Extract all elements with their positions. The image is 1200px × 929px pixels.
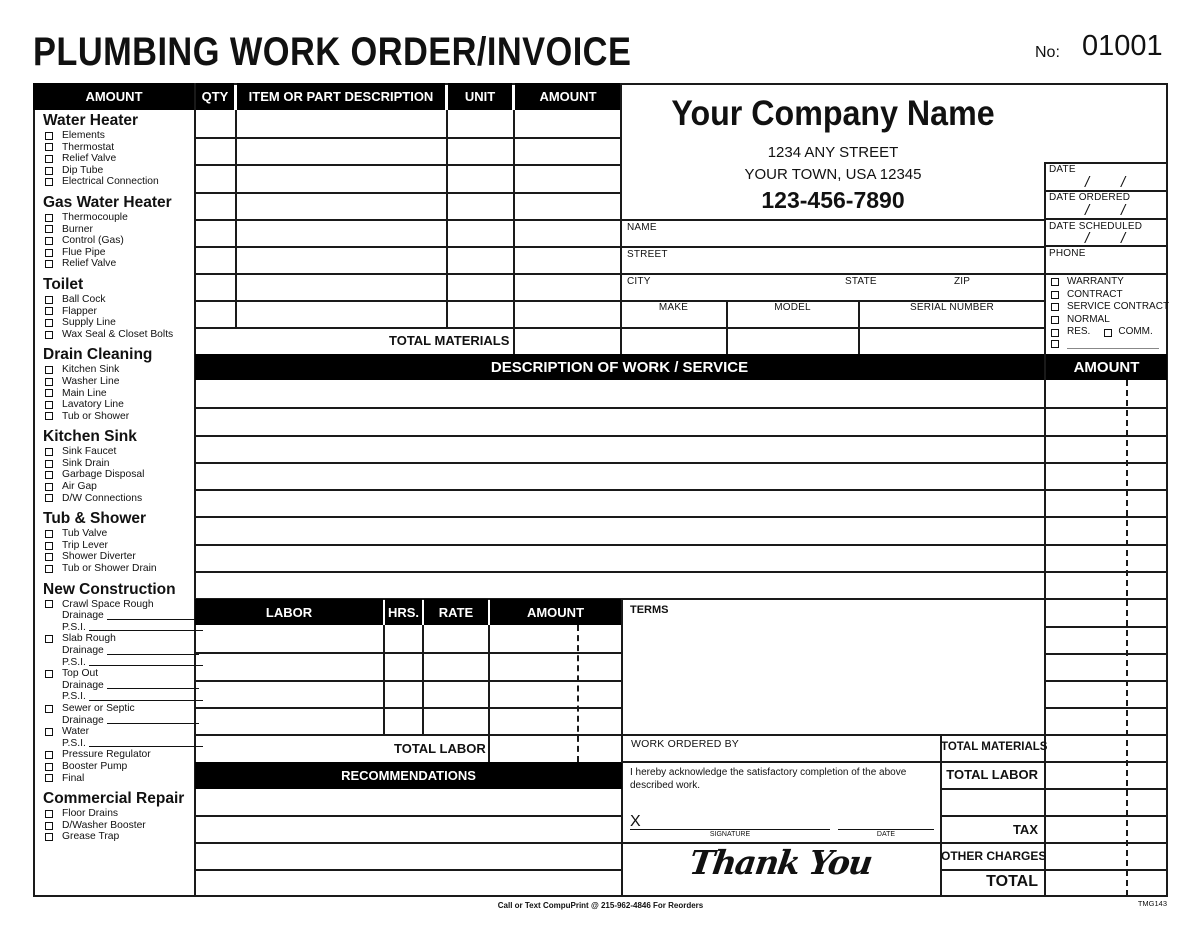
work-row-line [195, 516, 1167, 518]
company-phone: 123-456-7890 [761, 187, 905, 213]
customer-state-label: STATE [845, 276, 877, 287]
other-charges-input[interactable] [1047, 844, 1165, 868]
checkbox-icon[interactable] [45, 249, 53, 257]
labor-row-line [195, 652, 621, 654]
section-title: Drain Cleaning [43, 346, 153, 364]
checkbox-item[interactable] [43, 469, 193, 481]
recommendation-row-line [195, 815, 621, 817]
checkbox-icon[interactable] [45, 132, 53, 140]
option-normal[interactable]: NORMAL [1049, 314, 1169, 327]
checkbox-icon[interactable] [45, 260, 53, 268]
checkbox-icon[interactable] [1051, 316, 1059, 324]
checkbox-icon[interactable] [45, 412, 53, 420]
checkbox-icon[interactable] [45, 763, 53, 771]
parts-row-line [195, 327, 621, 329]
checkbox-item[interactable] [43, 458, 193, 470]
checkbox-label: Ball Cock [62, 293, 106, 305]
sign-date-label: DATE [876, 831, 896, 838]
checkbox-icon[interactable] [45, 728, 53, 736]
checkbox-icon[interactable] [45, 670, 53, 678]
checkbox-item[interactable] [43, 329, 193, 341]
checkbox-icon[interactable] [45, 331, 53, 339]
checkbox-label: Kitchen Sink [62, 364, 120, 376]
section-title: Toilet [43, 275, 84, 293]
section-new-construction [43, 581, 193, 785]
checkbox-label: Thermocouple [62, 211, 128, 223]
parts-row-line [195, 219, 621, 221]
psi-field[interactable]: P.S.I. [43, 691, 193, 703]
checkbox-item[interactable] [43, 820, 193, 832]
signature-label: SIGNATURE [709, 831, 751, 838]
checkbox-label: Top Out [62, 668, 99, 680]
labor-header-hours: HRS. [385, 599, 422, 625]
summary-total-labor-input[interactable] [1047, 763, 1165, 787]
date-separator: / [1085, 174, 1090, 191]
date-separator: / [1121, 174, 1126, 191]
serial-number-input[interactable] [861, 329, 1043, 353]
labor-row-line [195, 734, 621, 736]
checkbox-label: Water [62, 726, 90, 738]
checkbox-item[interactable] [43, 247, 193, 259]
invoice-number: 01001 [1082, 30, 1163, 62]
checkbox-label: Supply Line [62, 317, 116, 329]
amount-row-line [1045, 626, 1167, 628]
labor-description-input[interactable] [197, 627, 382, 651]
section-gas-water-heater [43, 194, 193, 270]
checkbox-icon[interactable] [45, 635, 53, 643]
form-title: PLUMBING WORK ORDER/INVOICE [33, 30, 632, 74]
phone-label: PHONE [1049, 248, 1086, 259]
checkbox-item[interactable] [43, 258, 193, 270]
grand-total-input[interactable] [1047, 871, 1165, 895]
checkbox-icon[interactable] [1051, 303, 1059, 311]
checkbox-icon[interactable] [45, 542, 53, 550]
checkbox-item[interactable] [43, 551, 193, 563]
company-city: YOUR TOWN, USA 12345 [744, 166, 922, 183]
checkbox-label: Thermostat [62, 141, 115, 153]
labor-header-rate: RATE [424, 599, 488, 625]
parts-description-input[interactable] [238, 111, 445, 136]
work-amount-input[interactable] [1047, 381, 1165, 406]
section-title: Commercial Repair [43, 790, 185, 808]
checkbox-item[interactable] [43, 376, 193, 388]
parts-header-qty: QTY [196, 83, 234, 110]
total-labor-input[interactable] [491, 737, 619, 761]
summary-total-labor-label: TOTAL LABOR [946, 767, 1038, 782]
checkbox-label: Lavatory Line [62, 399, 124, 411]
checkbox-item[interactable] [43, 153, 193, 165]
parts-row-line [195, 300, 621, 302]
checkbox-label: Tub or Shower [62, 410, 130, 422]
checkbox-icon[interactable] [45, 214, 53, 222]
amount-row-line [1045, 653, 1167, 655]
checkbox-icon[interactable] [45, 307, 53, 315]
checkbox-icon[interactable] [45, 565, 53, 573]
checkbox-icon[interactable] [45, 530, 53, 538]
customer-state-input[interactable] [880, 275, 950, 299]
checkbox-icon[interactable] [1051, 340, 1059, 348]
checkbox-item[interactable] [43, 703, 193, 715]
checkbox-label: Control (Gas) [62, 235, 124, 247]
option-service-contract[interactable]: SERVICE CONTRACT [1049, 301, 1169, 314]
checkbox-label: Crawl Space Rough [62, 598, 154, 610]
work-row-line [195, 571, 1167, 573]
parts-row-line [195, 192, 621, 194]
work-ordered-by-label: WORK ORDERED BY [631, 738, 740, 750]
acknowledgment-text: I hereby acknowledge the satisfactory completion of the above described work. [630, 767, 907, 791]
checkbox-item[interactable] [43, 212, 193, 224]
signoff-top-line [621, 734, 1045, 736]
checkbox-label: D/Washer Booster [62, 819, 146, 831]
invoice-number-label: No: [1035, 44, 1060, 61]
customer-street-input[interactable] [670, 248, 1043, 272]
checkbox-icon[interactable] [1104, 329, 1112, 337]
checkbox-label: Sewer or Septic [62, 702, 135, 714]
work-description-input[interactable] [197, 381, 1042, 406]
checkbox-label: Garbage Disposal [62, 469, 145, 481]
model-input[interactable] [729, 329, 857, 353]
option-warranty[interactable]: WARRANTY [1049, 276, 1169, 289]
checkbox-label: Shower Diverter [62, 551, 136, 563]
comm-label: COMM. [1118, 326, 1153, 338]
parts-row-line [195, 137, 621, 139]
checkbox-icon[interactable] [45, 143, 53, 151]
checkbox-label: Washer Line [62, 375, 120, 387]
parts-row-line [195, 246, 621, 248]
serial-number-label: SERIAL NUMBER [910, 302, 994, 313]
date-ordered-input[interactable] [1047, 204, 1165, 218]
checkbox-label: Tub or Shower Drain [62, 563, 157, 575]
labor-row-line [195, 680, 621, 682]
date-separator: / [1085, 202, 1090, 219]
checkbox-item[interactable] [43, 540, 193, 552]
checkbox-item[interactable] [43, 224, 193, 236]
checkbox-label: Grease Trap [62, 831, 120, 843]
section-title: Water Heater [43, 112, 139, 129]
model-label: MODEL [774, 302, 811, 313]
work-row-line [195, 462, 1167, 464]
checkbox-item[interactable] [43, 165, 193, 177]
checkbox-label: Slab Rough [62, 633, 116, 645]
date-label: DATE [1049, 164, 1076, 175]
section-title: Gas Water Heater [43, 193, 172, 211]
checkbox-label: Tub Valve [62, 528, 108, 540]
checkbox-item[interactable] [43, 364, 193, 376]
sidebar-header [33, 83, 195, 110]
sidebar-header-label: AMOUNT [85, 89, 143, 104]
checkbox-label: Sink Drain [62, 457, 110, 469]
checkbox-icon[interactable] [45, 810, 53, 818]
summary-total-materials-label: TOTAL MATERIALS [941, 741, 1048, 753]
form-code: TMG143 [1137, 899, 1167, 908]
checkbox-icon[interactable] [45, 319, 53, 327]
customer-zip-label: ZIP [954, 276, 971, 287]
res-label: RES. [1067, 326, 1091, 338]
checkbox-icon[interactable] [45, 553, 53, 561]
date-scheduled-label: DATE SCHEDULED [1049, 221, 1143, 232]
psi-field[interactable]: P.S.I. [43, 657, 193, 669]
checkbox-icon[interactable] [45, 751, 53, 759]
drainage-field[interactable]: Drainage [43, 680, 193, 692]
labor-rate-input[interactable] [425, 627, 487, 651]
parts-header-description: ITEM OR PART DESCRIPTION [237, 83, 445, 110]
amount-row-line [1045, 707, 1167, 709]
checkbox-item[interactable] [43, 317, 193, 329]
checkbox-item[interactable] [43, 388, 193, 400]
recommendation-input[interactable] [197, 790, 619, 814]
info-row-line [1045, 245, 1167, 247]
sign-date-line[interactable] [838, 829, 934, 830]
checkbox-icon[interactable] [45, 705, 53, 713]
parts-qty-input[interactable] [197, 111, 234, 136]
checkbox-icon[interactable] [45, 822, 53, 830]
checkbox-label: Dip Tube [62, 164, 104, 176]
customer-city-label: CITY [627, 276, 651, 287]
date-input[interactable] [1047, 176, 1165, 190]
checkbox-label: Elements [62, 130, 105, 141]
recommendations-header: RECOMMENDATIONS [195, 762, 622, 789]
checkbox-label: Final [62, 772, 85, 784]
work-amount-header: AMOUNT [1046, 354, 1167, 380]
company-street: 1234 ANY STREET [767, 144, 899, 161]
psi-field[interactable]: P.S.I. [43, 738, 193, 750]
checkbox-label: D/W Connections [62, 492, 143, 504]
checkbox-item[interactable] [43, 446, 193, 458]
section-toilet [43, 276, 193, 340]
checkbox-label: Flue Pipe [62, 246, 106, 258]
sidebar-checklist [43, 112, 193, 843]
parts-row-line [195, 273, 621, 275]
checkbox-icon[interactable] [45, 448, 53, 456]
customer-zip-input[interactable] [975, 275, 1043, 299]
section-water-heater [43, 112, 193, 188]
customer-street-label: STREET [627, 249, 668, 260]
recommendation-row-line [195, 869, 621, 871]
parts-unit-input[interactable] [449, 111, 512, 136]
tax-label: TAX [1012, 822, 1038, 837]
total-labor-label: TOTAL LABOR [394, 741, 486, 756]
signature-x-mark: X [630, 813, 641, 830]
date-separator: / [1085, 230, 1090, 247]
option-residential-commercial [1049, 326, 1169, 339]
signature-line[interactable] [630, 829, 830, 830]
section-kitchen-sink [43, 428, 193, 504]
checkbox-item[interactable] [43, 773, 193, 785]
checkbox-item[interactable] [43, 726, 193, 738]
checkbox-item[interactable] [43, 493, 193, 505]
checkbox-label: Burner [62, 223, 93, 235]
company-name: Your Company Name [671, 94, 995, 133]
checkbox-item[interactable] [43, 399, 193, 411]
checkbox-icon[interactable] [45, 774, 53, 782]
checkbox-item[interactable] [43, 176, 193, 188]
checkbox-item[interactable] [43, 481, 193, 493]
parts-header-amount: AMOUNT [515, 83, 621, 110]
checkbox-label: Relief Valve [62, 258, 117, 270]
checkbox-icon[interactable] [1051, 278, 1059, 286]
terms-label: TERMS [630, 604, 669, 616]
total-materials-label: TOTAL MATERIALS [389, 333, 510, 348]
customer-name-input[interactable] [665, 221, 1043, 245]
checkbox-icon[interactable] [45, 378, 53, 386]
labor-amount-input[interactable] [491, 627, 619, 651]
checkbox-icon[interactable] [45, 237, 53, 245]
info-row-line [1045, 218, 1167, 220]
parts-header-unit: UNIT [448, 83, 512, 110]
work-ordered-by-input[interactable] [740, 737, 936, 761]
other-charges-label: OTHER CHARGES [941, 849, 1047, 863]
checkbox-item[interactable] [43, 599, 193, 611]
checkbox-icon[interactable] [45, 167, 53, 175]
date-separator: / [1121, 202, 1126, 219]
option-other[interactable] [1049, 339, 1169, 349]
section-title: Tub & Shower [43, 510, 147, 528]
checkbox-label: Air Gap [62, 481, 97, 493]
totals-row-line [940, 788, 1167, 790]
recommendation-row-line [195, 842, 621, 844]
checkbox-icon[interactable] [45, 155, 53, 163]
checkbox-icon[interactable] [45, 401, 53, 409]
labor-hours-input[interactable] [386, 627, 421, 651]
customer-city-input[interactable] [655, 275, 840, 299]
info-row-line [1045, 273, 1167, 275]
make-input[interactable] [623, 329, 725, 353]
checkbox-label: Trip Lever [62, 539, 108, 551]
section-drain-cleaning [43, 346, 193, 422]
parts-row-line [195, 164, 621, 166]
work-row-line [195, 489, 1167, 491]
amount-row-line [1045, 680, 1167, 682]
work-row-line [195, 435, 1167, 437]
date-separator: / [1121, 230, 1126, 247]
checkbox-item[interactable] [43, 831, 193, 843]
checkbox-item[interactable] [43, 142, 193, 154]
checkbox-label: Booster Pump [62, 760, 128, 772]
drainage-field[interactable]: Drainage [43, 645, 193, 657]
checkbox-icon[interactable] [45, 600, 53, 608]
checkbox-icon[interactable] [45, 833, 53, 841]
checkbox-label: Relief Valve [62, 153, 117, 165]
checkbox-icon[interactable] [45, 471, 53, 479]
summary-total-materials-input[interactable] [1047, 736, 1165, 760]
labor-row-line [195, 707, 621, 709]
labor-header-labor: LABOR [195, 599, 383, 625]
date-ordered-label: DATE ORDERED [1049, 192, 1131, 203]
make-label: MAKE [658, 302, 689, 313]
checkbox-label: Pressure Regulator [62, 749, 151, 761]
checkbox-icon[interactable] [45, 460, 53, 468]
checkbox-icon[interactable] [1051, 291, 1059, 299]
checkbox-item[interactable] [43, 130, 193, 142]
phone-input[interactable] [1047, 259, 1165, 273]
customer-name-label: NAME [627, 222, 657, 233]
checkbox-label: Floor Drains [62, 808, 119, 820]
work-row-line [195, 407, 1167, 409]
labor-col-divider [488, 625, 490, 762]
reorder-footer: Call or Text CompuPrint @ 215-962-4846 For Reorders [497, 901, 704, 910]
checkbox-item[interactable] [43, 761, 193, 773]
checkbox-icon[interactable] [45, 494, 53, 502]
parts-amount-input[interactable] [516, 111, 619, 136]
section-title: New Construction [43, 580, 176, 598]
parts-col-divider [513, 110, 515, 354]
terms-textarea[interactable] [626, 620, 1044, 736]
total-materials-input[interactable] [516, 330, 619, 353]
checkbox-item[interactable] [43, 633, 193, 645]
grand-total-label: TOTAL [986, 873, 1038, 890]
terms-top-line [621, 598, 1045, 600]
section-title: Kitchen Sink [43, 428, 137, 446]
checkbox-icon[interactable] [45, 296, 53, 304]
contract-options [1049, 276, 1169, 349]
checkbox-label: Sink Faucet [62, 446, 117, 458]
checkbox-item[interactable] [43, 528, 193, 540]
thank-you-script: Thank You [687, 843, 874, 882]
checkbox-label: Flapper [62, 305, 97, 317]
drainage-field[interactable]: Drainage [43, 610, 193, 622]
psi-field[interactable]: P.S.I. [43, 622, 193, 634]
checkbox-item[interactable] [43, 668, 193, 680]
drainage-field[interactable]: Drainage [43, 715, 193, 727]
checkbox-item[interactable] [43, 294, 193, 306]
checkbox-item[interactable] [43, 306, 193, 318]
checkbox-label: Main Line [62, 387, 107, 399]
checkbox-item[interactable] [43, 411, 193, 423]
checkbox-label: Electrical Connection [62, 176, 159, 188]
checkbox-icon[interactable] [45, 178, 53, 186]
checkbox-item[interactable] [43, 808, 193, 820]
checkbox-item[interactable] [43, 563, 193, 575]
checkbox-item[interactable] [43, 749, 193, 761]
checkbox-icon[interactable] [1051, 329, 1059, 337]
checkbox-icon[interactable] [45, 366, 53, 374]
date-scheduled-input[interactable] [1047, 232, 1165, 245]
checkbox-item[interactable] [43, 235, 193, 247]
section-commercial-repair [43, 790, 193, 843]
work-row-line [195, 544, 1167, 546]
checkbox-label: Wax Seal & Closet Bolts [62, 328, 174, 340]
labor-header-amount: AMOUNT [490, 599, 621, 625]
checkbox-icon[interactable] [45, 225, 53, 233]
checkbox-icon[interactable] [45, 483, 53, 491]
section-tub-shower [43, 510, 193, 574]
work-description-header: DESCRIPTION OF WORK / SERVICE [195, 354, 1044, 380]
checkbox-icon[interactable] [45, 389, 53, 397]
tax-input[interactable] [1047, 817, 1165, 841]
option-contract[interactable]: CONTRACT [1049, 289, 1169, 302]
